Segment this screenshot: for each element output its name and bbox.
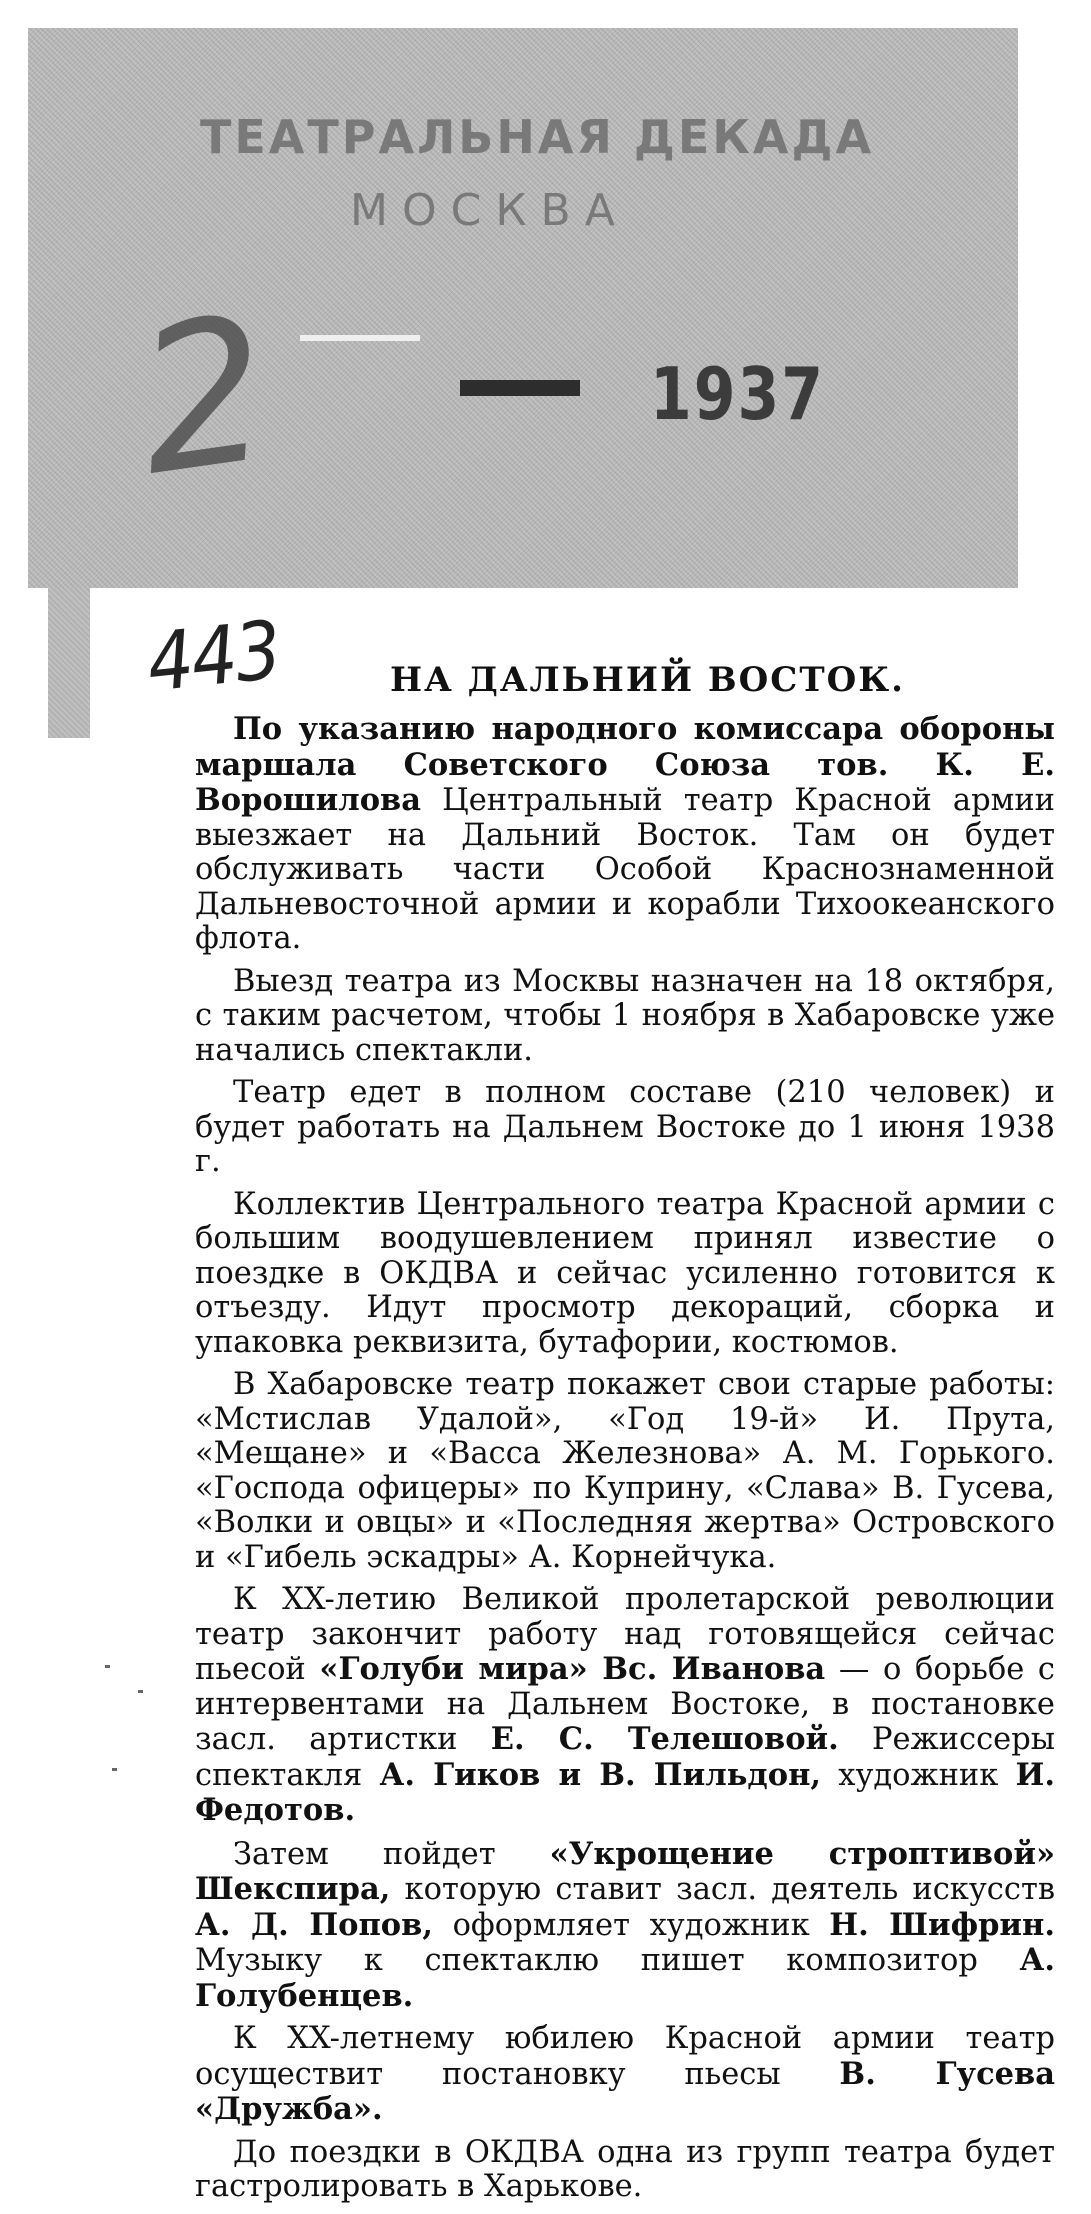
paragraph-6-text-e: Режиссеры спектакля <box>195 1722 1056 1793</box>
paragraph-6-artist: И. Федотов. <box>195 1756 1055 1828</box>
stamp-year: 1937 <box>650 353 825 437</box>
stamp-mark <box>300 335 420 341</box>
paragraph-2: Выезд театра из Москвы назначен на 18 октября, с таким расчетом, чтобы 1 ноября в Хабаровске уже начались спектакли. <box>195 963 1055 1068</box>
margin-speck <box>138 1690 143 1693</box>
paragraph-6-text-a: К XX-летию Великой пролетарской революции театр закончит работу над готовящейся сейчас пьесой <box>195 1582 1055 1687</box>
paragraph-7 <box>195 1837 1055 2015</box>
archive-number: 443 <box>142 603 284 710</box>
paragraph-7-play: «Укрощение строптивой» Шекспира, <box>195 1835 1056 1907</box>
paragraph-7-artist: Н. Шифрин. <box>829 1906 1055 1943</box>
paragraph-6-text-g: художник <box>821 1757 1016 1793</box>
paragraph-1-text: Центральный театр Красной армии выезжает на Дальний Восток. Там он будет обслуживать части Особой Краснознаменной Дальневосточной армии и корабли Тихоокеанского флота. <box>195 783 1055 956</box>
paragraph-7-text-e: оформляет художник <box>432 1907 830 1943</box>
article-body <box>195 712 1055 2213</box>
paragraph-7-text-c: которую ставит засл. деятель искусств <box>390 1872 1055 1907</box>
stamp-text-city: МОСКВА <box>350 185 629 236</box>
paragraph-5: В Хабаровске театр покажет свои старые работы: «Мстислав Удалой», «Год 19-й» И. Прута, «Мещане» и «Васса Железнова» А. М. Горького. «Господа офицеры» по Куприну, «Слава» В. Гусева, «Волки и овцы» и «Последняя жертва» Островского и «Гибель эскадры» А. Корнейчука. <box>195 1367 1055 1575</box>
paragraph-7-composer: А. Голубенцев. <box>195 1942 1055 2014</box>
paragraph-1 <box>195 712 1055 957</box>
paragraph-8-text-a: К XX-летнему юбилею Красной армии театр осуществит постановку пьесы <box>195 2021 1055 2092</box>
clipping-edge-strip <box>48 588 90 738</box>
paragraph-7-director: А. Д. Попов, <box>195 1906 433 1943</box>
article-title: НА ДАЛЬНИЙ ВОСТОК. <box>390 660 906 700</box>
stamp-date-dash <box>460 380 580 396</box>
margin-speck <box>112 1768 117 1771</box>
margin-speck <box>105 1665 110 1668</box>
paragraph-6-text-c: — о борьбе с интервентами на Дальнем Востоке, в постановке засл. артистки <box>195 1652 1055 1757</box>
paragraph-6-director: Е. С. Телешовой. <box>490 1721 839 1757</box>
paragraph-3: Театр едет в полном составе (210 человек) и будет работать на Дальнем Востоке до 1 июня 1938 г. <box>195 1075 1055 1179</box>
paragraph-8-play: В. Гусева «Дружба». <box>195 2055 1056 2127</box>
paragraph-7-text-g: Музыку к спектаклю пишет композитор <box>195 1943 1020 1978</box>
paragraph-6 <box>195 1583 1055 1829</box>
paragraph-4: Коллектив Центрального театра Красной армии с большим воодушевлением принял известие о поездке в ОКДВА и сейчас усиленно готовится к отъезду. Идут просмотр декораций, сборка и упаковка реквизита, бутафории, костюмов. <box>195 1186 1055 1360</box>
paragraph-9: До поездки в ОКДВА одна из групп театра будет гастролировать в Харькове. <box>195 2134 1055 2204</box>
paragraph-6-play: «Голуби мира» Вс. Иванова <box>319 1651 826 1687</box>
paragraph-7-text-a: Затем пойдет <box>233 1836 550 1872</box>
paragraph-6-directors: А. Гиков и В. Пильдон, <box>379 1756 822 1793</box>
paragraph-1-bold: По указанию народного комиссара обороны маршала Советского Союза тов. К. Е. Ворошилова <box>195 711 1055 818</box>
paragraph-8 <box>195 2022 1055 2128</box>
stamp-text-title: ТЕАТРАЛЬНАЯ ДЕКАДА <box>200 110 875 164</box>
stamp-handwritten-number: 2 <box>124 272 283 521</box>
